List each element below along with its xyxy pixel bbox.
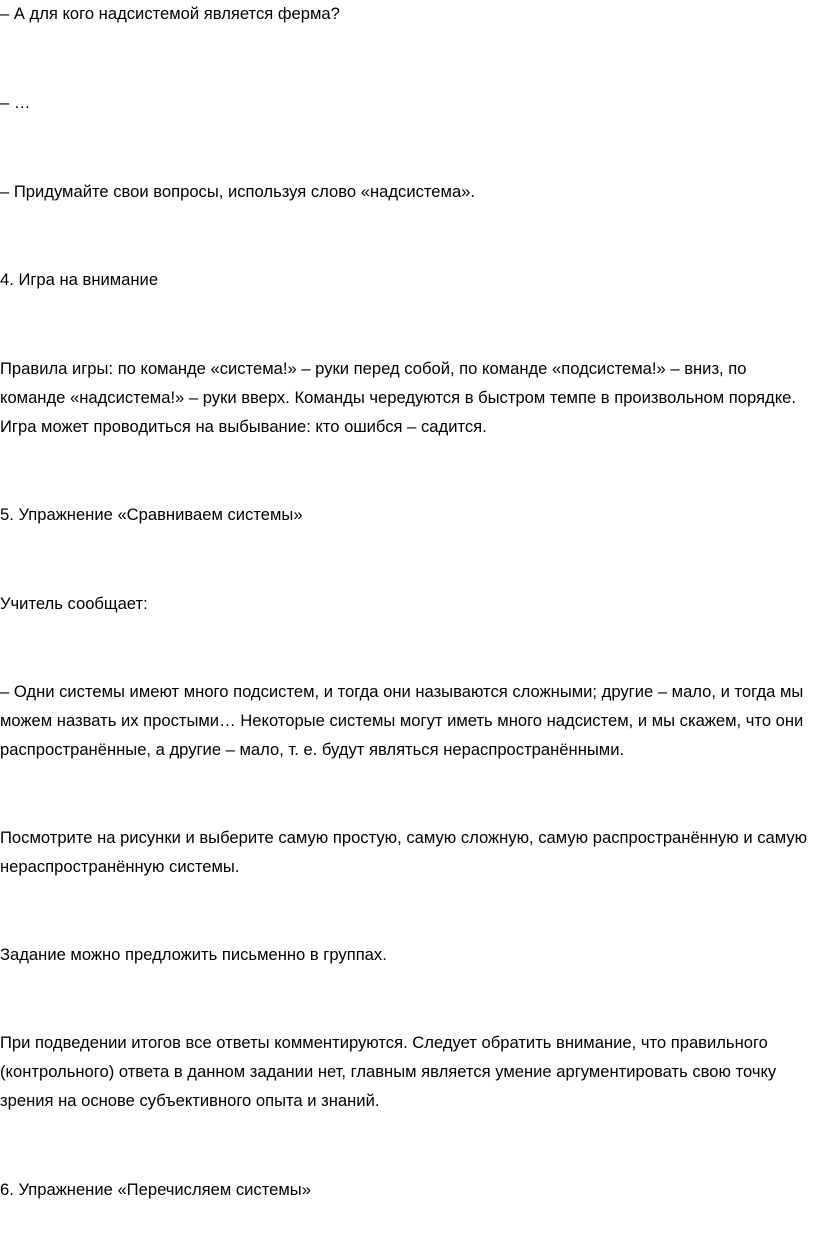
paragraph-group-task: Задание можно предложить письменно в группах. bbox=[0, 945, 387, 964]
paragraph-make-questions: – Придумайте свои вопросы, используя слово «надсистема». bbox=[0, 182, 476, 201]
heading-compare-systems: 5. Упражнение «Сравниваем системы» bbox=[0, 505, 303, 524]
paragraph-results-summary: При подведении итогов все ответы комментируются. Следует обратить внимание, что правильного (контрольного) ответа в данном задании нет, главным является умение аргументировать свою точку зрения на основе субъективного опыта и знаний. bbox=[0, 1033, 777, 1110]
paragraph-look-at-pictures: Посмотрите на рисунки и выберите самую простую, самую сложную, самую распространённую и самую нераспространённую системы. bbox=[0, 828, 808, 876]
paragraph-ellipsis: – … bbox=[0, 93, 31, 112]
paragraph-farm-question: – А для кого надсистемой является ферма? bbox=[0, 4, 340, 23]
heading-attention-game: 4. Игра на внимание bbox=[0, 270, 159, 289]
paragraph-game-rules: Правила игры: по команде «система!» – руки перед собой, по команде «подсистема!» – вниз, по команде «надсистема!» – руки вверх. Команды чередуются в быстром темпе в произвольном порядке. Игра может проводиться на выбывание: кто ошибся – садится. bbox=[0, 359, 796, 436]
heading-list-systems: 6. Упражнение «Перечисляем системы» bbox=[0, 1180, 311, 1199]
paragraph-systems-explained: – Одни системы имеют много подсистем, и тогда они называются сложными; другие – мало, и тогда мы можем назвать их простыми… Некоторые системы могут иметь много надсистем, и мы скажем, что они распространённые, а другие – мало, т. е. будут являться нераспространёнными. bbox=[0, 682, 804, 759]
paragraph-teacher-says: Учитель сообщает: bbox=[0, 594, 148, 613]
